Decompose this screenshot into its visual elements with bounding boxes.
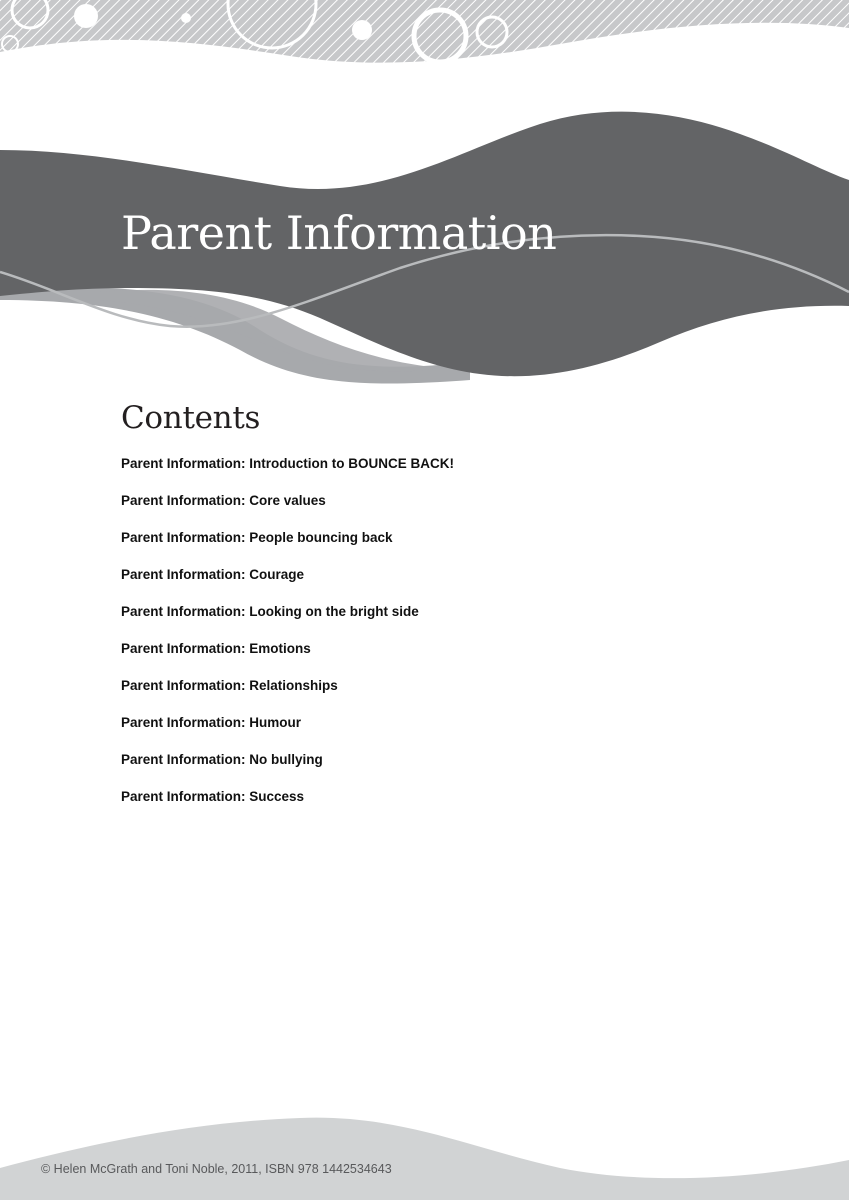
contents-item[interactable]: Parent Information: Emotions xyxy=(121,641,311,656)
contents-item[interactable]: Parent Information: Success xyxy=(121,789,305,804)
copyright-footer: © Helen McGrath and Toni Noble, 2011, ISBN 978 1442534643 xyxy=(41,1162,392,1176)
contents-item[interactable]: Parent Information: Looking on the bright side xyxy=(121,604,419,619)
contents-item[interactable]: Parent Information: People bouncing back xyxy=(121,530,393,545)
top-stripe-band xyxy=(0,0,849,63)
contents-item[interactable]: Parent Information: Relationships xyxy=(121,678,338,693)
contents-item[interactable]: Parent Information: No bullying xyxy=(121,752,323,767)
footer-wave xyxy=(0,1118,849,1200)
contents-item[interactable]: Parent Information: Core values xyxy=(121,493,326,508)
contents-item[interactable]: Parent Information: Introduction to BOUNCE BACK! xyxy=(121,456,454,471)
bubble-icon xyxy=(74,4,98,28)
contents-item[interactable]: Parent Information: Courage xyxy=(121,567,305,582)
contents-heading: Contents xyxy=(121,400,261,436)
contents-item[interactable]: Parent Information: Humour xyxy=(121,715,302,730)
page-title: Parent Information xyxy=(121,206,557,260)
contents-list xyxy=(121,454,454,824)
bubble-icon xyxy=(352,20,372,40)
bubble-icon xyxy=(181,13,191,23)
